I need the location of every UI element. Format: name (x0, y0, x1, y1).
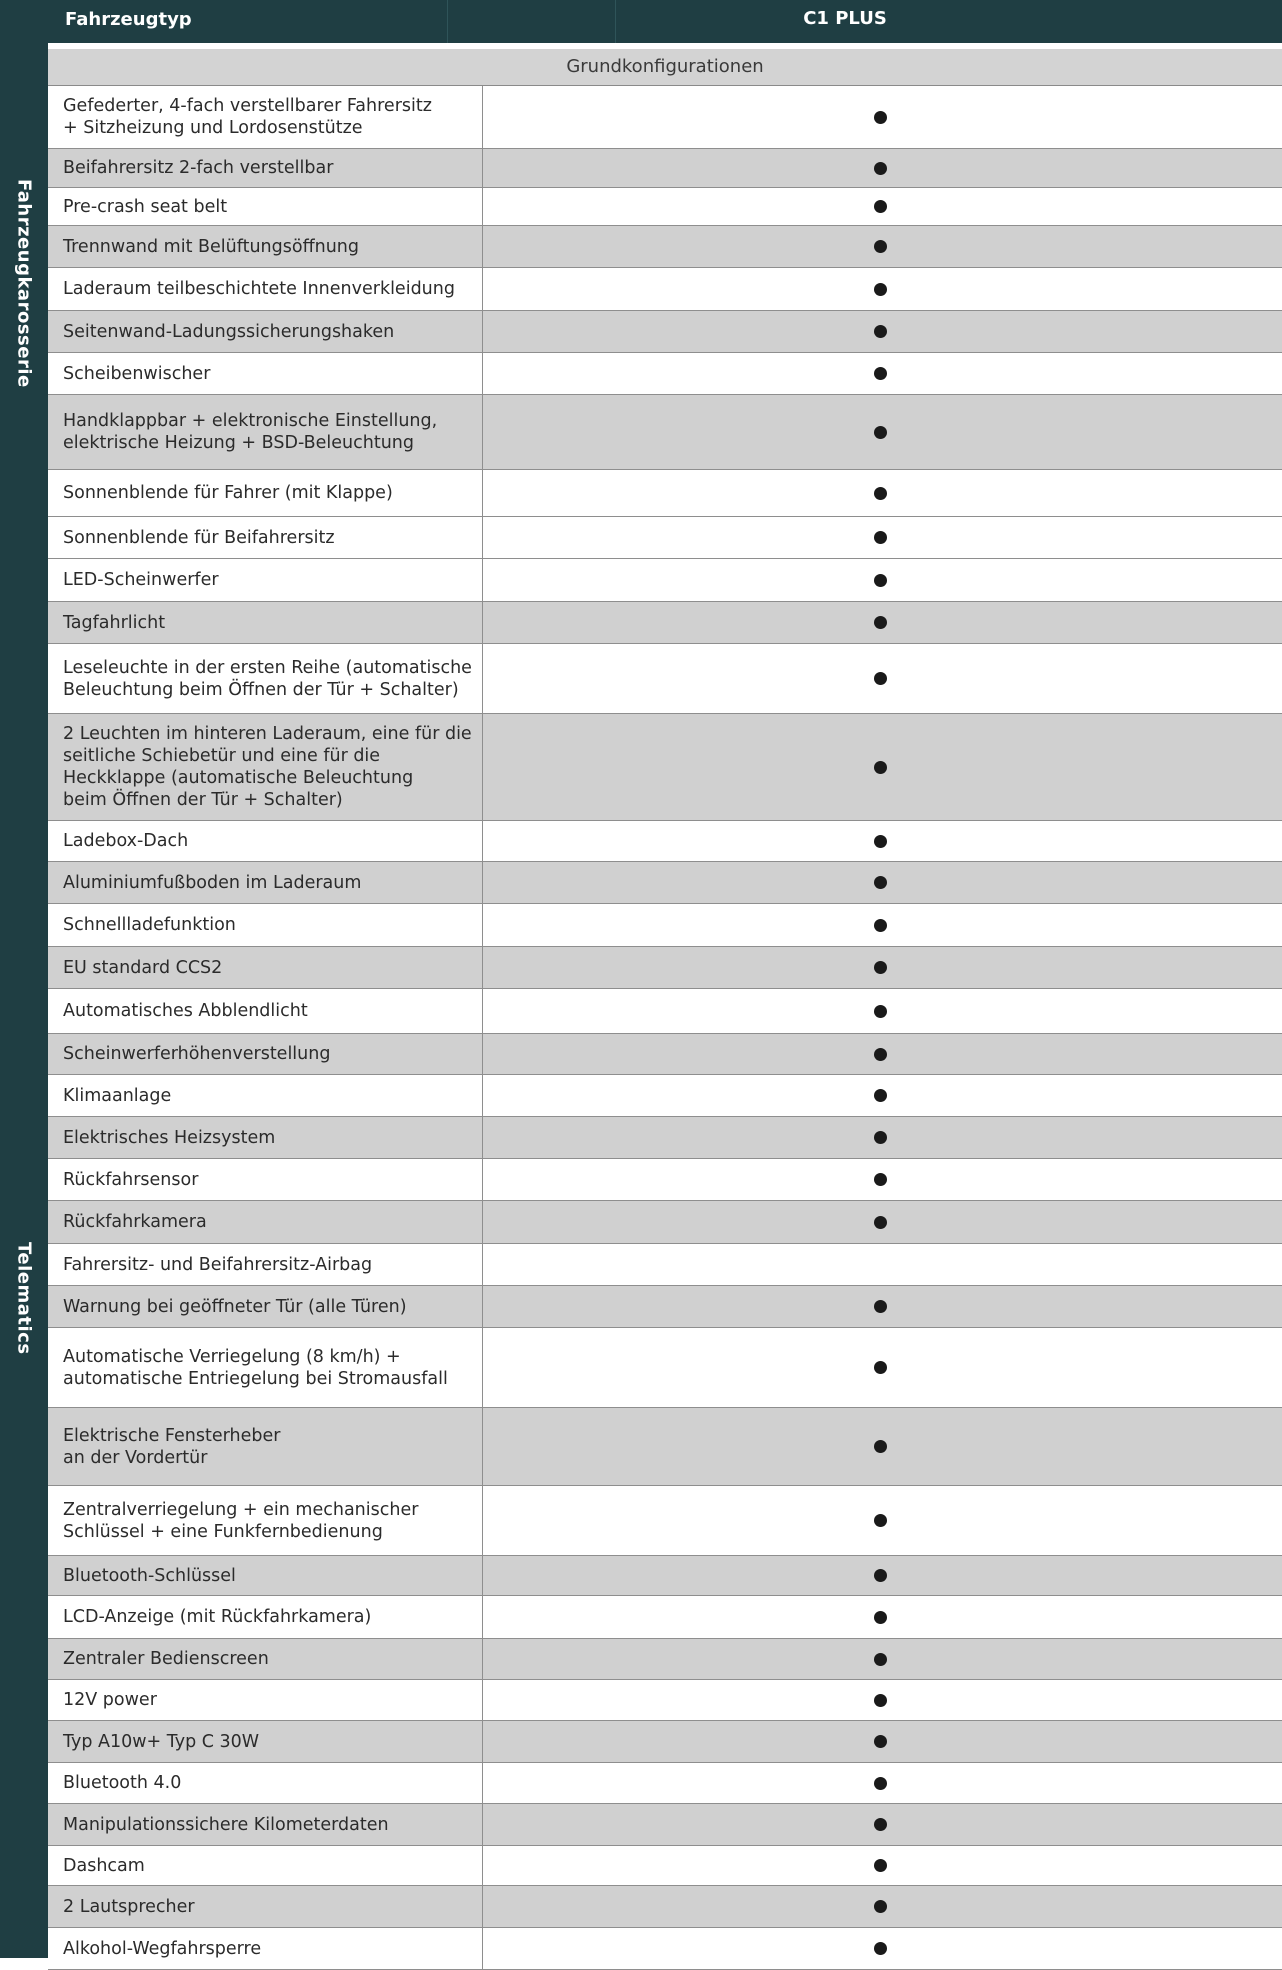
availability-cell (483, 1639, 1282, 1679)
table-row (48, 311, 1282, 353)
table-row (48, 714, 1282, 821)
table-row (48, 149, 1282, 188)
table-row (48, 1846, 1282, 1886)
availability-cell (483, 1886, 1282, 1927)
feature-label: Bluetooth 4.0 (48, 1763, 483, 1803)
feature-label: Sonnenblende für Fahrer (mit Klappe) (48, 470, 483, 516)
availability-cell (483, 1928, 1282, 1969)
availability-cell (483, 268, 1282, 310)
feature-label: Elektrische Fensterheber an der Vordertür (48, 1408, 483, 1485)
availability-dot-icon (874, 1300, 887, 1313)
availability-cell (483, 1721, 1282, 1762)
availability-cell (483, 1328, 1282, 1407)
availability-cell (483, 644, 1282, 713)
table-row (48, 559, 1282, 602)
availability-cell (483, 1680, 1282, 1720)
table-row (48, 395, 1282, 470)
table-row (48, 947, 1282, 989)
feature-label: Zentralverriegelung + ein mechanischer Schlüssel + eine Funkfernbedienung (48, 1486, 483, 1555)
table-row (48, 353, 1282, 395)
availability-dot-icon (874, 835, 887, 848)
feature-label: Dashcam (48, 1846, 483, 1885)
table-row (48, 1886, 1282, 1928)
feature-label: LCD-Anzeige (mit Rückfahrkamera) (48, 1596, 483, 1638)
availability-dot-icon (874, 111, 887, 124)
feature-label: Warnung bei geöffneter Tür (alle Türen) (48, 1286, 483, 1327)
table-row (48, 517, 1282, 559)
availability-cell (483, 395, 1282, 469)
availability-cell (483, 1286, 1282, 1327)
availability-cell (483, 947, 1282, 988)
availability-cell (483, 517, 1282, 558)
availability-dot-icon (874, 1440, 887, 1453)
availability-dot-icon (874, 1859, 887, 1872)
availability-dot-icon (874, 240, 887, 253)
table-row (48, 86, 1282, 149)
feature-label: 2 Leuchten im hinteren Laderaum, eine für die seitliche Schiebetür und eine für die Heckklappe (automatische Beleuchtung beim Öffnen der Tür + Schalter) (48, 714, 483, 820)
availability-cell (483, 1596, 1282, 1638)
table-row (48, 1244, 1282, 1286)
availability-dot-icon (874, 1694, 887, 1707)
table-row (48, 989, 1282, 1034)
availability-dot-icon (874, 961, 887, 974)
feature-label: Scheinwerferhöhenverstellung (48, 1034, 483, 1074)
availability-dot-icon (874, 531, 887, 544)
availability-dot-icon (874, 1900, 887, 1913)
feature-label: Beifahrersitz 2-fach verstellbar (48, 149, 483, 187)
availability-dot-icon (874, 200, 887, 213)
table-row (48, 1486, 1282, 1556)
feature-label: Ladebox-Dach (48, 821, 483, 861)
feature-label: Automatische Verriegelung (8 km/h) + automatische Entriegelung bei Stromausfall (48, 1328, 483, 1407)
table-row (48, 862, 1282, 904)
section-sidebar (0, 43, 48, 1958)
availability-cell (483, 1244, 1282, 1285)
feature-label: Tagfahrlicht (48, 602, 483, 643)
table-row (48, 188, 1282, 226)
table-row (48, 1286, 1282, 1328)
table-row (48, 1763, 1282, 1804)
availability-dot-icon (874, 1735, 887, 1748)
availability-dot-icon (874, 283, 887, 296)
section-label-body: Fahrzeugkarosserie (13, 178, 35, 388)
table-row (48, 1556, 1282, 1596)
availability-dot-icon (874, 1569, 887, 1582)
availability-dot-icon (874, 1361, 887, 1374)
table-row (48, 821, 1282, 862)
feature-label: EU standard CCS2 (48, 947, 483, 988)
configuration-subheader: Grundkonfigurationen (48, 49, 1282, 86)
availability-dot-icon (874, 1216, 887, 1229)
feature-label: Gefederter, 4-fach verstellbarer Fahrersitz + Sitzheizung und Lordosenstütze (48, 86, 483, 148)
availability-cell (483, 1846, 1282, 1885)
availability-dot-icon (874, 1653, 887, 1666)
availability-dot-icon (874, 487, 887, 500)
availability-dot-icon (874, 1818, 887, 1831)
table-row (48, 1408, 1282, 1486)
availability-cell (483, 1408, 1282, 1485)
feature-label: Trennwand mit Belüftungsöffnung (48, 226, 483, 267)
feature-table (48, 86, 1282, 1970)
feature-label: Bluetooth-Schlüssel (48, 1556, 483, 1595)
availability-cell (483, 311, 1282, 352)
table-row (48, 1596, 1282, 1639)
feature-label: Leseleuchte in der ersten Reihe (automatische Beleuchtung beim Öffnen der Tür + Schalter) (48, 644, 483, 713)
availability-cell (483, 821, 1282, 861)
availability-dot-icon (874, 761, 887, 774)
feature-label: Handklappbar + elektronische Einstellung, elektrische Heizung + BSD-Beleuchtung (48, 395, 483, 469)
table-row (48, 1639, 1282, 1680)
availability-dot-icon (874, 325, 887, 338)
table-row (48, 1075, 1282, 1117)
availability-cell (483, 1556, 1282, 1595)
table-row (48, 644, 1282, 714)
availability-cell (483, 1034, 1282, 1074)
availability-dot-icon (874, 1173, 887, 1186)
availability-cell (483, 862, 1282, 903)
availability-cell (483, 470, 1282, 516)
feature-label: 12V power (48, 1680, 483, 1720)
availability-dot-icon (874, 1048, 887, 1061)
availability-cell (483, 353, 1282, 394)
table-row (48, 1201, 1282, 1244)
feature-label: 2 Lautsprecher (48, 1886, 483, 1927)
section-label-telematics: Telematics (13, 1241, 35, 1355)
availability-dot-icon (874, 919, 887, 932)
availability-cell (483, 1117, 1282, 1158)
feature-label: Aluminiumfußboden im Laderaum (48, 862, 483, 903)
availability-dot-icon (874, 162, 887, 175)
vehicle-type-heading: Fahrzeugtyp (65, 9, 192, 30)
table-row (48, 1928, 1282, 1970)
feature-label: Schnellladefunktion (48, 904, 483, 946)
availability-cell (483, 714, 1282, 820)
table-row (48, 1034, 1282, 1075)
feature-label: Pre-crash seat belt (48, 188, 483, 225)
feature-label: Elektrisches Heizsystem (48, 1117, 483, 1158)
feature-label: LED-Scheinwerfer (48, 559, 483, 601)
table-row (48, 226, 1282, 268)
table-row (48, 1159, 1282, 1201)
feature-label: Laderaum teilbeschichtete Innenverkleidung (48, 268, 483, 310)
availability-dot-icon (874, 1611, 887, 1624)
availability-cell (483, 1804, 1282, 1845)
table-row (48, 268, 1282, 311)
availability-dot-icon (874, 1089, 887, 1102)
model-column-heading: C1 PLUS (803, 8, 887, 29)
availability-dot-icon (874, 574, 887, 587)
feature-label: Seitenwand-Ladungssicherungshaken (48, 311, 483, 352)
table-row (48, 1328, 1282, 1408)
feature-label: Automatisches Abblendlicht (48, 989, 483, 1033)
availability-dot-icon (874, 1514, 887, 1527)
availability-cell (483, 602, 1282, 643)
availability-dot-icon (874, 1005, 887, 1018)
feature-label: Scheibenwischer (48, 353, 483, 394)
feature-label: Sonnenblende für Beifahrersitz (48, 517, 483, 558)
table-row (48, 602, 1282, 644)
feature-label: Fahrersitz- und Beifahrersitz-Airbag (48, 1244, 483, 1285)
availability-cell (483, 1159, 1282, 1200)
feature-label: Rückfahrkamera (48, 1201, 483, 1243)
availability-dot-icon (874, 876, 887, 889)
availability-cell (483, 1201, 1282, 1243)
table-header-bar (0, 0, 1282, 43)
availability-cell (483, 1075, 1282, 1116)
availability-dot-icon (874, 426, 887, 439)
feature-label: Typ A10w+ Typ C 30W (48, 1721, 483, 1762)
availability-dot-icon (874, 367, 887, 380)
availability-dot-icon (874, 1777, 887, 1790)
table-row (48, 904, 1282, 947)
availability-cell (483, 188, 1282, 225)
table-row (48, 1721, 1282, 1763)
availability-cell (483, 1486, 1282, 1555)
availability-cell (483, 989, 1282, 1033)
table-row (48, 1117, 1282, 1159)
header-cell-spacer (447, 0, 616, 43)
feature-label: Manipulationssichere Kilometerdaten (48, 1804, 483, 1845)
feature-label: Klimaanlage (48, 1075, 483, 1116)
availability-cell (483, 1763, 1282, 1803)
availability-dot-icon (874, 1942, 887, 1955)
feature-label: Rückfahrsensor (48, 1159, 483, 1200)
table-row (48, 1680, 1282, 1721)
table-row (48, 470, 1282, 517)
availability-cell (483, 559, 1282, 601)
availability-dot-icon (874, 672, 887, 685)
availability-dot-icon (874, 1131, 887, 1144)
table-row (48, 1804, 1282, 1846)
availability-dot-icon (874, 616, 887, 629)
availability-cell (483, 904, 1282, 946)
feature-label: Zentraler Bedienscreen (48, 1639, 483, 1679)
availability-cell (483, 149, 1282, 187)
availability-cell (483, 86, 1282, 148)
feature-label: Alkohol-Wegfahrsperre (48, 1928, 483, 1969)
availability-cell (483, 226, 1282, 267)
